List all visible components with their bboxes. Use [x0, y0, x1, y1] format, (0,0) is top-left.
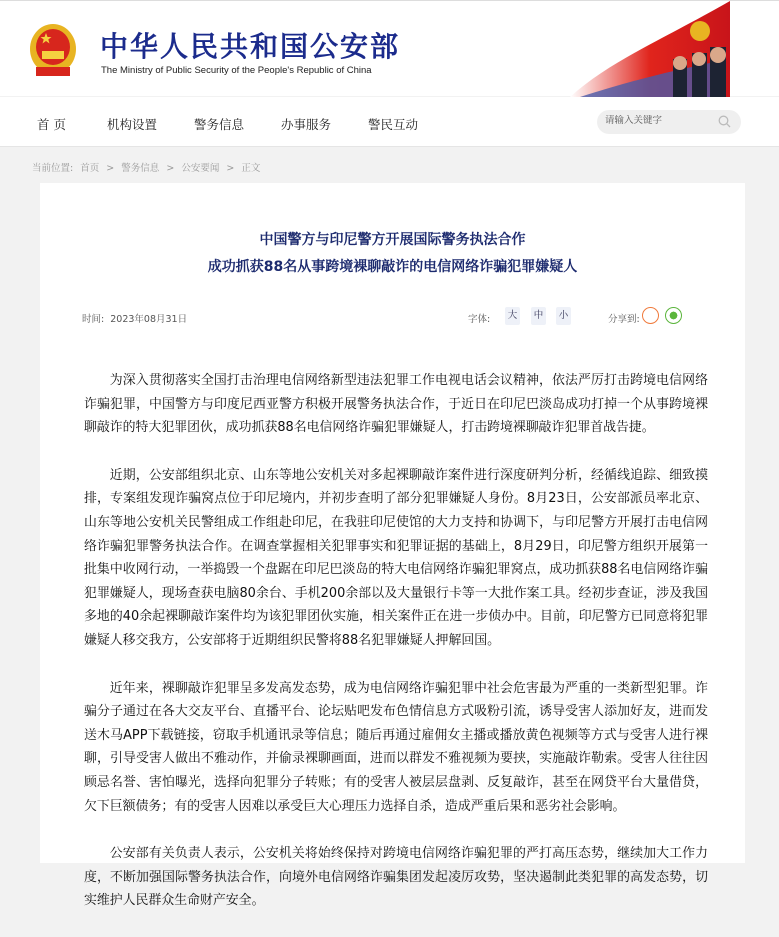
share-label: 分享到:: [608, 314, 640, 325]
nav-interaction[interactable]: 警民互动: [368, 117, 419, 132]
breadcrumb-current: 正文: [241, 163, 261, 174]
search-icon[interactable]: [718, 115, 731, 128]
site-subtitle: The Ministry of Public Security of the People's Republic of China: [101, 65, 372, 76]
site-header: [0, 0, 779, 96]
article-title-line1: 中国警方与印尼警方开展国际警务执法合作: [259, 232, 526, 248]
article-title-line2: 成功抓获88名从事跨境裸聊敲诈的电信网络诈骗犯罪嫌疑人: [207, 259, 578, 275]
search-input[interactable]: [605, 115, 715, 126]
breadcrumb-police-info[interactable]: 警务信息: [121, 163, 160, 174]
nav-organization[interactable]: 机构设置: [107, 117, 158, 132]
paragraph: 近年来，裸聊敲诈犯罪呈多发高发态势，成为电信网络诈骗犯罪中社会危害最为严重的一类新型犯罪。诈骗分子通过在各大交友平台、直播平台、论坛贴吧发布色情信息方式吸粉引流，诱导受害人添加好友，进而发送木马APP下载链接，窃取手机通讯录等信息；随后再通过雇佣女主播或播放黄色视频等方式与受害人进行裸聊，引导受害人做出不雅动作，并偷录裸聊画面，进而以群发不雅视频为要挟，实施敲诈勒索。受害人往往因顾忌名誉、害怕曝光，选择向犯罪分子转账；有的受害人被层层盘剥、反复敲诈，甚至在网贷平台大量借贷，欠下巨额债务；有的受害人因难以承受巨大心理压力选择自杀，造成严重后果和恶劣社会影响。: [84, 680, 708, 814]
font-large-button[interactable]: 大: [505, 307, 520, 325]
nav-home[interactable]: 首 页: [37, 117, 66, 132]
nav-police-info[interactable]: 警务信息: [194, 117, 245, 132]
site-title: 中华人民共和国公安部: [100, 30, 401, 63]
breadcrumb: [32, 160, 264, 174]
wechat-share-icon[interactable]: [665, 307, 682, 324]
breadcrumb-label: 当前位置:: [32, 163, 74, 174]
search-box: [597, 110, 741, 134]
police-banner-image: [570, 1, 779, 97]
breadcrumb-news[interactable]: 公安要闻: [181, 163, 220, 174]
time-label: 时间:: [82, 314, 105, 325]
article-card: [40, 183, 745, 909]
main-nav: [0, 97, 779, 147]
paragraph: 公安部有关负责人表示，公安机关将始终保持对跨境电信网络诈骗犯罪的严打高压态势，继续加大工作力度，不断加强国际警务执法合作，向境外电信网络诈骗集团发起凌厉攻势，坚决遏制此类犯罪的高发态势，切实维护人民群众生命财产安全。: [84, 846, 708, 909]
breadcrumb-separator: >: [106, 163, 115, 174]
article-body: [84, 369, 708, 937]
breadcrumb-separator: >: [166, 163, 175, 174]
breadcrumb-separator: >: [226, 163, 235, 174]
font-size-label: 字体:: [468, 314, 491, 325]
weibo-share-icon[interactable]: [642, 307, 659, 324]
national-emblem-icon: [28, 23, 78, 79]
paragraph: 近期，公安部组织北京、山东等地公安机关对多起裸聊敲诈案件进行深度研判分析，经循线追踪、细致摸排，专案组发现诈骗窝点位于印尼境内，并初步查明了部分犯罪嫌疑人身份。8月23日，公安部派员率北京、山东等地公安机关民警组成工作组赴印尼，在我驻印尼使馆的大力支持和协调下，与印尼警方开展打击电信网络诈骗犯罪警务执法合作。在调查掌握相关犯罪事实和犯罪证据的基础上，8月29日，印尼警方组织开展第一批集中收网行动，一举捣毁一个盘踞在印尼巴淡岛的特大电信网络诈骗犯罪窝点，成功抓获88名电信网络诈骗犯罪嫌疑人，现场查获电脑80余台、手机200余部以及大量银行卡等一大批作案工具。经初步查证，涉及我国多地的40余起裸聊敲诈案件均为该犯罪团伙实施，相关案件正在进一步侦办中。目前，印尼警方已同意将犯罪嫌疑人移交我方，公安部将于近期组织民警将88名犯罪嫌疑人押解回国。: [84, 467, 708, 648]
paragraph: 为深入贯彻落实全国打击治理电信网络新型违法犯罪工作电视电话会议精神，依法严厉打击跨境电信网络诈骗犯罪，中国警方与印度尼西亚警方积极开展警务执法合作，于近日在印尼巴淡岛成功打掉一个从事跨境裸聊敲诈的特大犯罪团伙，成功抓获88名电信网络诈骗犯罪嫌疑人，打击跨境裸聊敲诈犯罪首战告捷。: [84, 373, 708, 436]
publish-time: [82, 311, 187, 325]
font-medium-button[interactable]: 中: [531, 307, 546, 325]
font-small-button[interactable]: 小: [556, 307, 571, 325]
breadcrumb-home[interactable]: 首页: [80, 163, 100, 174]
time-value: 2023年08月31日: [110, 314, 188, 325]
nav-services[interactable]: 办事服务: [281, 117, 332, 132]
